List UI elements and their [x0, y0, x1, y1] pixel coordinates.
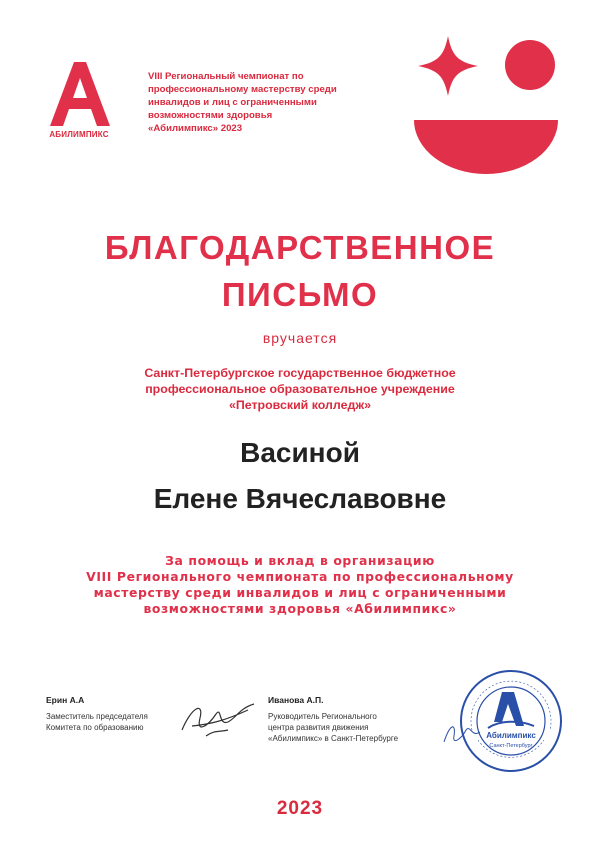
document-title-line1: БЛАГОДАРСТВЕННОЕ [104, 229, 496, 266]
institution-line2: профессиональное образовательное учреждение [145, 382, 455, 396]
signatory-position: Руководитель Регионального центра развития движения «Абилимпикс» в Санкт-Петербурге [268, 712, 399, 743]
handwritten-signature-2 [440, 718, 488, 748]
handwritten-signature-1 [178, 696, 258, 740]
championship-text: VIII Региональный чемпионат по профессиональному мастерству среди инвалидов и лиц с ограниченными возможностями здоровья «Абилимпикс» 2023 [148, 71, 337, 134]
stamp-city: Санкт-Петербург [489, 743, 533, 749]
institution-line1: Санкт-Петербургское государственное бюджетное [144, 366, 456, 380]
signatory-name: Иванова А.П. [268, 695, 324, 705]
signatory-position: Заместитель председателя Комитета по образованию [46, 712, 148, 732]
logo-wordmark: АБИЛИМПИКС [49, 130, 109, 139]
decorative-star-smile-icon [412, 34, 560, 174]
institution-name [80, 365, 520, 413]
reason-line4: возможностями здоровья «Абилимпикс» [143, 601, 457, 616]
document-year: 2023 [276, 798, 324, 819]
recipient-given-names: Елене Вячеславовне [153, 483, 447, 514]
gratitude-reason [40, 553, 560, 617]
reason-line3: мастерству среди инвалидов и лиц с ограниченными [93, 585, 507, 600]
abilimpics-logo-icon [48, 60, 112, 128]
signatory-name: Ерин А.А [46, 695, 85, 705]
recipient-surname: Васиной [240, 437, 360, 468]
institution-line3: «Петровский колледж» [228, 398, 372, 412]
reason-line1: За помощь и вклад в организацию [165, 553, 435, 568]
reason-line2: VIII Регионального чемпионата по профессиональному [86, 569, 514, 584]
presented-label: вручается [262, 330, 338, 346]
signature-block-2 [268, 695, 448, 744]
document-title-line2: ПИСЬМО [221, 276, 379, 313]
stamp-brand: Абилимпикс [486, 731, 536, 740]
